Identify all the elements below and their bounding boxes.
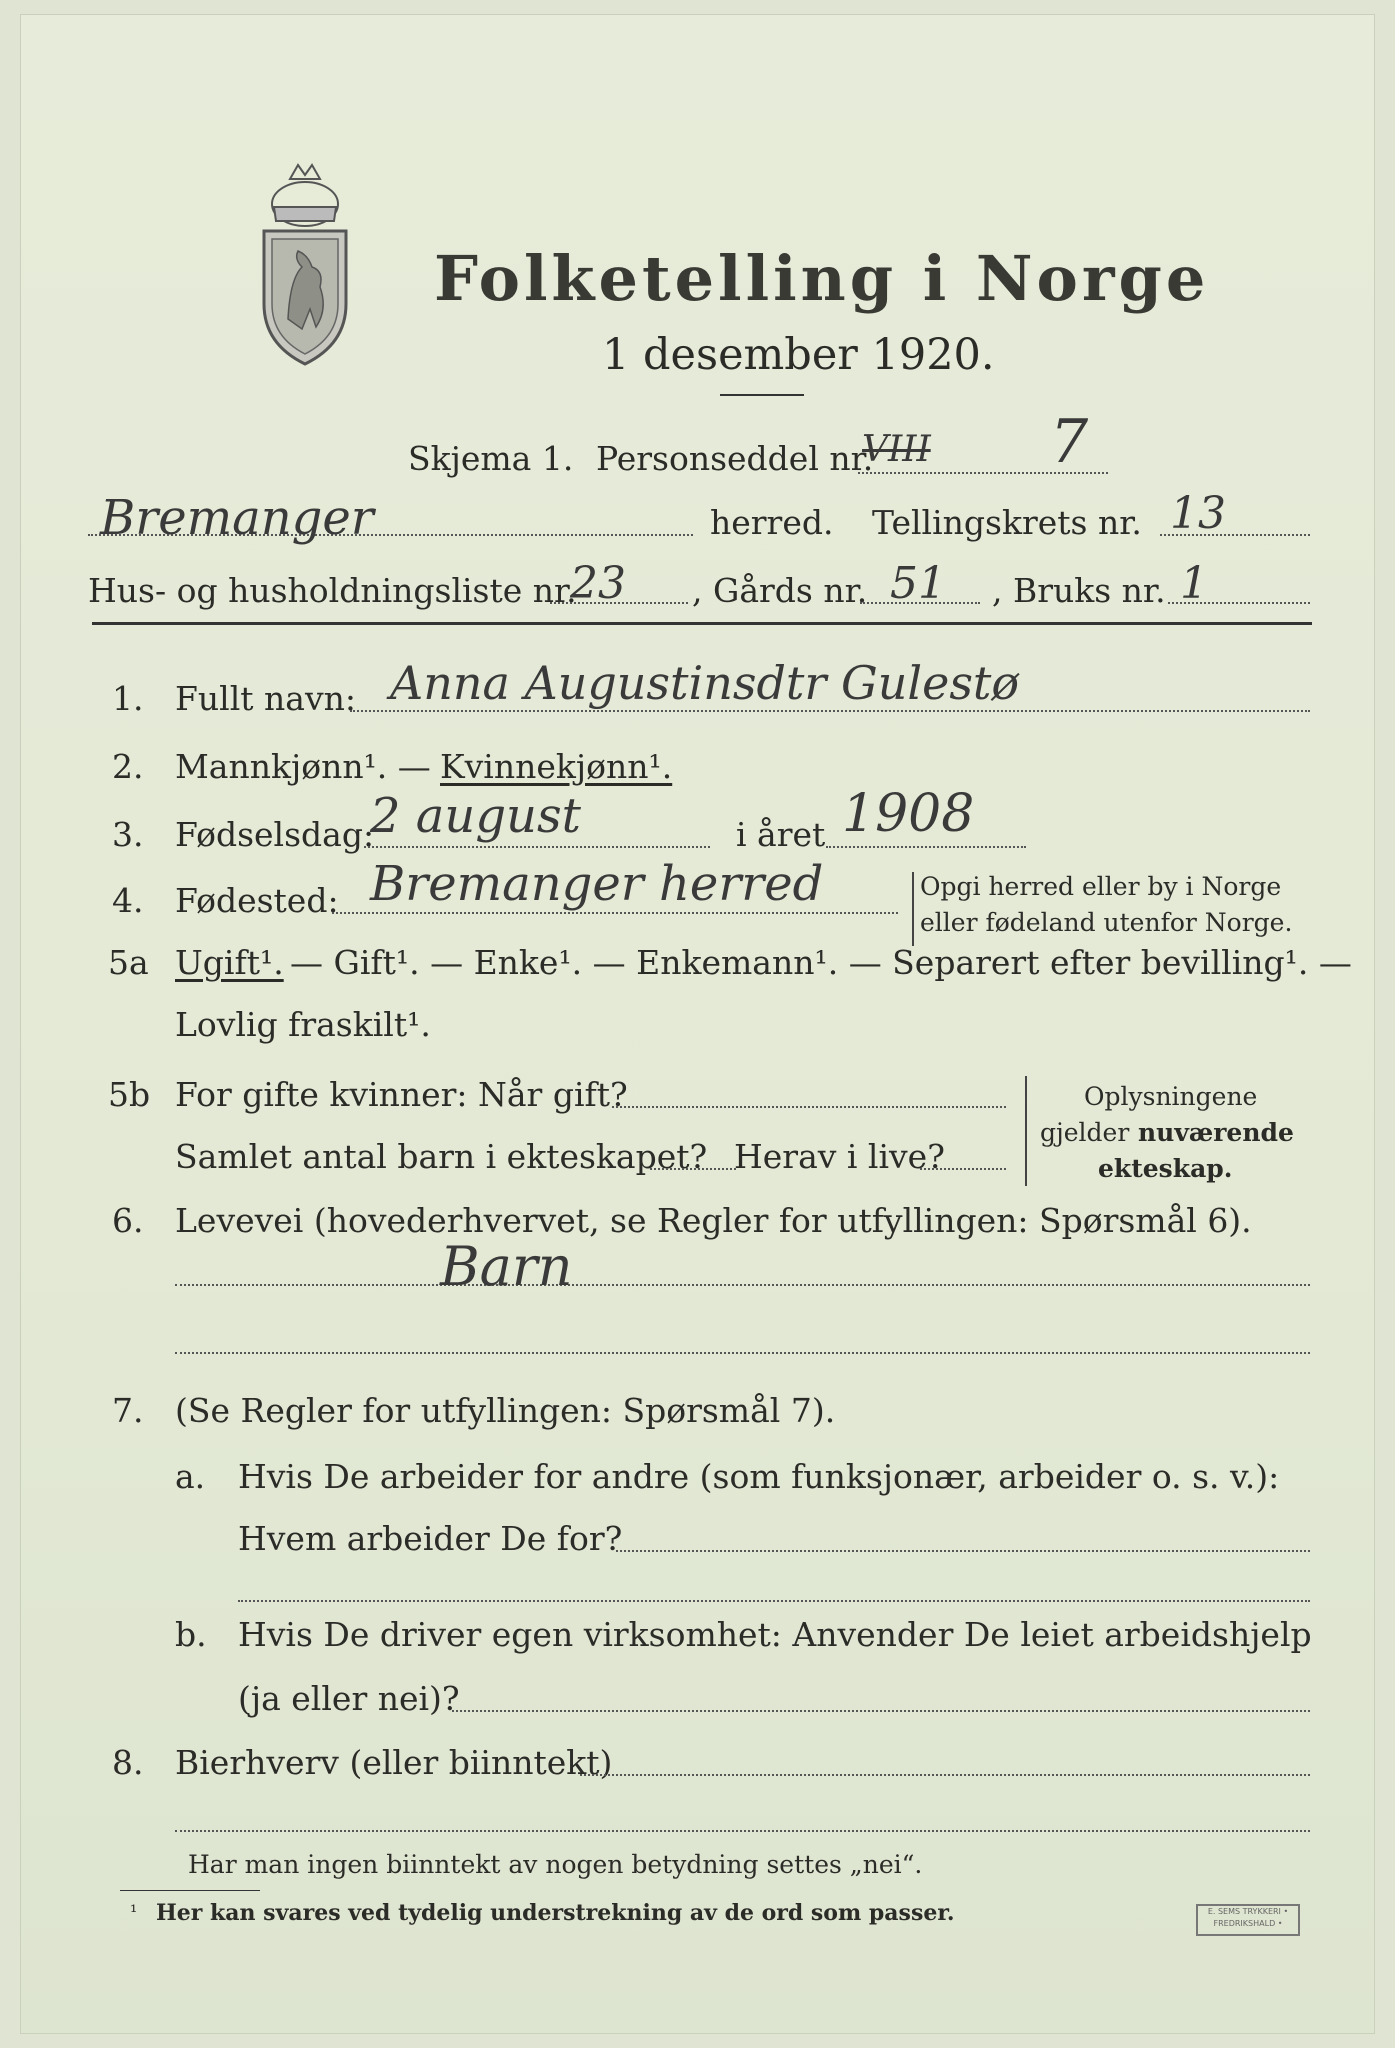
footnote: Her kan svares ved tydelig understrekning av de ord som passer. <box>156 1900 955 1926</box>
q5b-alive-label: Herav i live? <box>734 1137 945 1176</box>
q1-number: 1. <box>112 679 144 718</box>
hus-value: 23 <box>570 558 626 609</box>
q5a-options: — Gift¹. — Enke¹. — Enkemann¹. — Separert efter bevilling¹. — <box>290 943 1352 982</box>
q7b-line2: (ja eller nei)? <box>238 1679 460 1718</box>
footnote-number: ¹ <box>130 1902 138 1923</box>
herred-value: Bremanger <box>100 490 374 546</box>
tellingskrets-label: Tellingskrets nr. <box>872 503 1142 542</box>
q7a-line-extra <box>238 1600 1310 1602</box>
q7-label: (Se Regler for utfyllingen: Spørsmål 7). <box>175 1391 836 1430</box>
skjema-label: Skjema 1. <box>408 439 574 478</box>
q5b-brace <box>1025 1076 1027 1186</box>
q3-birthdate: 2 august <box>370 788 581 844</box>
q7b-letter: b. <box>175 1615 207 1654</box>
q3-line <box>364 846 710 848</box>
q7a-line <box>616 1550 1310 1552</box>
q1-line <box>350 710 1310 712</box>
personseddel-value: 7 <box>1050 407 1089 477</box>
footer-note: Har man ingen biinntekt av nogen betydning settes „nei“. <box>188 1850 923 1879</box>
q5b-married-line <box>612 1106 1006 1108</box>
q4-note-2: eller fødeland utenfor Norge. <box>920 908 1293 937</box>
q7a-line1: Hvis De arbeider for andre (som funksjonær, arbeider o. s. v.): <box>238 1457 1280 1496</box>
bruks-label: , Bruks nr. <box>992 571 1166 610</box>
q7a-line2: Hvem arbeider De for? <box>238 1519 623 1558</box>
q3-year-line <box>826 846 1026 848</box>
footnote-rule <box>120 1890 260 1891</box>
q4-birthplace: Bremanger herred <box>370 856 824 912</box>
q5b-note-2b: nuværende <box>1138 1118 1294 1147</box>
q6-line-1 <box>175 1284 1310 1286</box>
q3-year-label: i året <box>736 815 826 854</box>
q3-label: Fødselsdag: <box>175 815 375 854</box>
personseddel-struck: VIII <box>862 429 931 470</box>
q6-line-2 <box>175 1352 1310 1354</box>
q7b-line1: Hvis De driver egen virksomhet: Anvender De leiet arbeidshjelp <box>238 1615 1312 1654</box>
gards-value: 51 <box>890 558 946 609</box>
form-title: Folketelling i Norge <box>434 242 1210 315</box>
q4-line <box>332 912 898 914</box>
gards-label: , Gårds nr. <box>692 571 868 610</box>
q5a-ugift-underlined: Ugift¹. <box>175 943 284 982</box>
q5b-note-1: Oplysningene <box>1084 1082 1258 1111</box>
q7-number: 7. <box>112 1391 144 1430</box>
q5b-line1: For gifte kvinner: Når gift? <box>175 1075 628 1114</box>
q5b-number: 5b <box>108 1075 151 1114</box>
census-form <box>20 14 1375 2034</box>
q6-number: 6. <box>112 1201 144 1240</box>
q4-note-1: Opgi herred eller by i Norge <box>920 872 1282 901</box>
q1-label: Fullt navn: <box>175 679 356 718</box>
tellingskrets-value: 13 <box>1170 488 1226 539</box>
q2-female-underlined: Kvinnekjønn¹. <box>440 747 673 786</box>
q5b-note-2a: gjelder <box>1040 1118 1130 1147</box>
q2-number: 2. <box>112 747 144 786</box>
q3-birth-year: 1908 <box>842 784 975 844</box>
q5a-line2: Lovlig fraskilt¹. <box>175 1005 431 1044</box>
coat-of-arms-icon <box>250 159 360 369</box>
q5b-children-line <box>650 1168 736 1170</box>
bruks-value: 1 <box>1180 558 1208 609</box>
herred-label: herred. <box>710 503 834 542</box>
q2-male: Mannkjønn¹. — <box>175 747 431 786</box>
q7b-line <box>452 1710 1310 1712</box>
q4-label: Fødested: <box>175 881 339 920</box>
q1-full-name: Anna Augustinsdtr Gulestø <box>390 656 1020 710</box>
q5a-number: 5a <box>108 943 149 982</box>
q7a-letter: a. <box>175 1457 206 1496</box>
q5b-note-3: ekteskap. <box>1098 1154 1233 1183</box>
hus-label: Hus- og husholdningsliste nr. <box>88 571 577 610</box>
q4-number: 4. <box>112 881 144 920</box>
title-divider <box>720 394 804 396</box>
q8-line <box>580 1774 1310 1776</box>
q5b-line2: Samlet antal barn i ekteskapet? <box>175 1137 708 1176</box>
header-rule <box>92 622 1312 625</box>
printer-stamp: E. SEMS TRYKKERI • FREDRIKSHALD • <box>1196 1904 1300 1936</box>
personseddel-label: Personseddel nr. <box>596 439 874 478</box>
q8-label: Bierhverv (eller biinntekt) <box>175 1743 613 1782</box>
q6-occupation: Barn <box>440 1235 573 1298</box>
q5b-alive-line <box>920 1168 1006 1170</box>
q8-line-2 <box>175 1830 1310 1832</box>
q6-label: Levevei (hovederhvervet, se Regler for utfyllingen: Spørsmål 6). <box>175 1201 1252 1240</box>
census-date: 1 desember 1920. <box>602 330 995 380</box>
q4-brace <box>912 872 914 946</box>
q8-number: 8. <box>112 1743 144 1782</box>
q3-number: 3. <box>112 815 144 854</box>
